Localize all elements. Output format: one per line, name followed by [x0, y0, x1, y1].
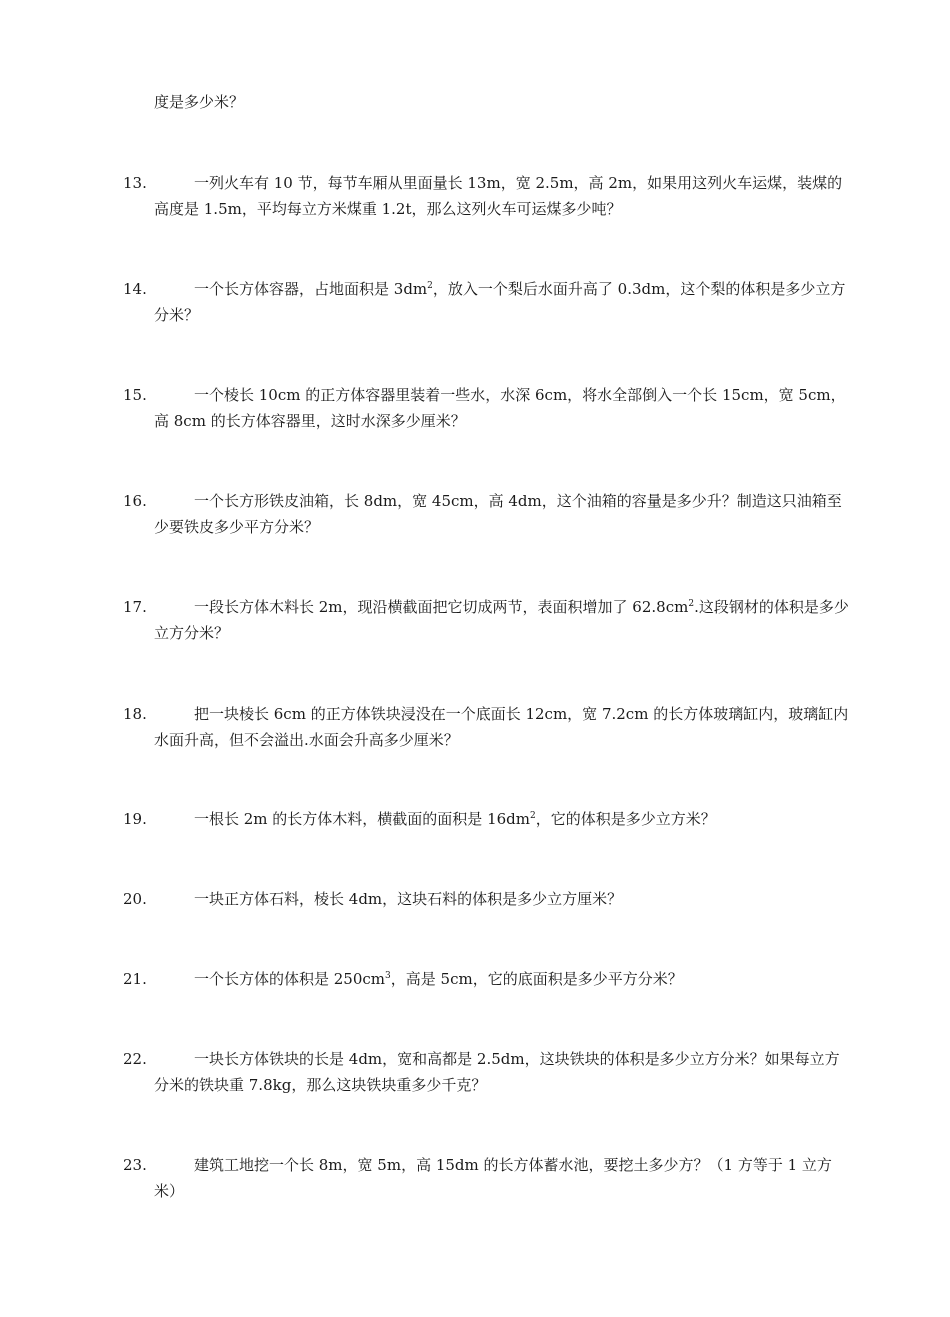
question-text: 把一块棱长 6cm 的正方体铁块浸没在一个底面长 12cm，宽 7.2cm 的长方体玻璃缸内，玻璃缸内水面升高，但不会溢出.水面会升高多少厘米？	[154, 705, 849, 749]
question-text-part: 一根长 2m 的长方体木料，横截面的面积是 16dm	[194, 810, 530, 828]
question-text-part: 一个长方体的体积是 250cm	[194, 970, 386, 988]
question-number: 15.	[123, 386, 147, 404]
question-number: 23.	[123, 1156, 147, 1174]
question-text-part: 一段长方体木料长 2m，现沿横截面把它切成两节，表面积增加了 62.8cm	[194, 598, 689, 616]
question-text: 一块正方体石料，棱长 4dm，这块石料的体积是多少立方厘米？	[194, 890, 623, 908]
question-text: 一个长方形铁皮油箱，长 8dm，宽 45cm，高 4dm，这个油箱的容量是多少升？制造这只油箱至少要铁皮多少平方分米？	[154, 492, 842, 536]
question-number: 21.	[123, 970, 147, 988]
question-text: 一列火车有 10 节，每节车厢从里面量长 13m，宽 2.5m，高 2m，如果用这列火车运煤，装煤的高度是 1.5m，平均每立方米煤重 1.2t，那么这列火车可运煤多少吨？	[154, 174, 843, 218]
question-number: 18.	[123, 705, 147, 723]
superscript: 2	[688, 599, 695, 609]
question-text-part: ，它的体积是多少立方米？	[535, 810, 716, 828]
superscript: 2	[427, 281, 433, 291]
question-text	[154, 276, 854, 328]
question-number: 13.	[123, 174, 147, 192]
question-number: 22.	[123, 1050, 147, 1068]
question-text: 建筑工地挖一个长 8m，宽 5m，高 15dm 的长方体蓄水池，要挖土多少方？（1 方等于 1 立方米）	[154, 1156, 832, 1200]
question-text-part: 一个长方体容器，占地面积是 3dm	[194, 280, 428, 298]
question-number: 19.	[123, 810, 147, 828]
question-number: 17.	[123, 598, 147, 616]
continuation-text: 度是多少米？	[154, 93, 245, 111]
question-text	[154, 594, 854, 646]
question-text: 一块长方体铁块的长是 4dm，宽和高都是 2.5dm，这块铁块的体积是多少立方分米？如果每立方分米的铁块重 7.8kg，那么这块铁块重多少千克？	[154, 1050, 840, 1094]
question-number: 16.	[123, 492, 147, 510]
question-text-part: ，放入一个梨后水面升高了 0.3dm，这个梨的体积是多少立方分米？	[154, 280, 846, 324]
question-text-part: ，高是 5cm，它的底面积是多少平方分米？	[390, 970, 683, 988]
question-number: 20.	[123, 890, 147, 908]
question-text-part: .这段钢材的体积是多少立方分米？	[154, 598, 849, 642]
superscript: 2	[530, 811, 536, 821]
question-text	[154, 966, 854, 992]
question-text	[154, 806, 854, 832]
superscript: 3	[385, 971, 391, 981]
question-number: 14.	[123, 280, 147, 298]
question-text: 一个棱长 10cm 的正方体容器里装着一些水，水深 6cm，将水全部倒入一个长 15cm，宽 5cm，高 8cm 的长方体容器里，这时水深多少厘米？	[154, 386, 846, 430]
